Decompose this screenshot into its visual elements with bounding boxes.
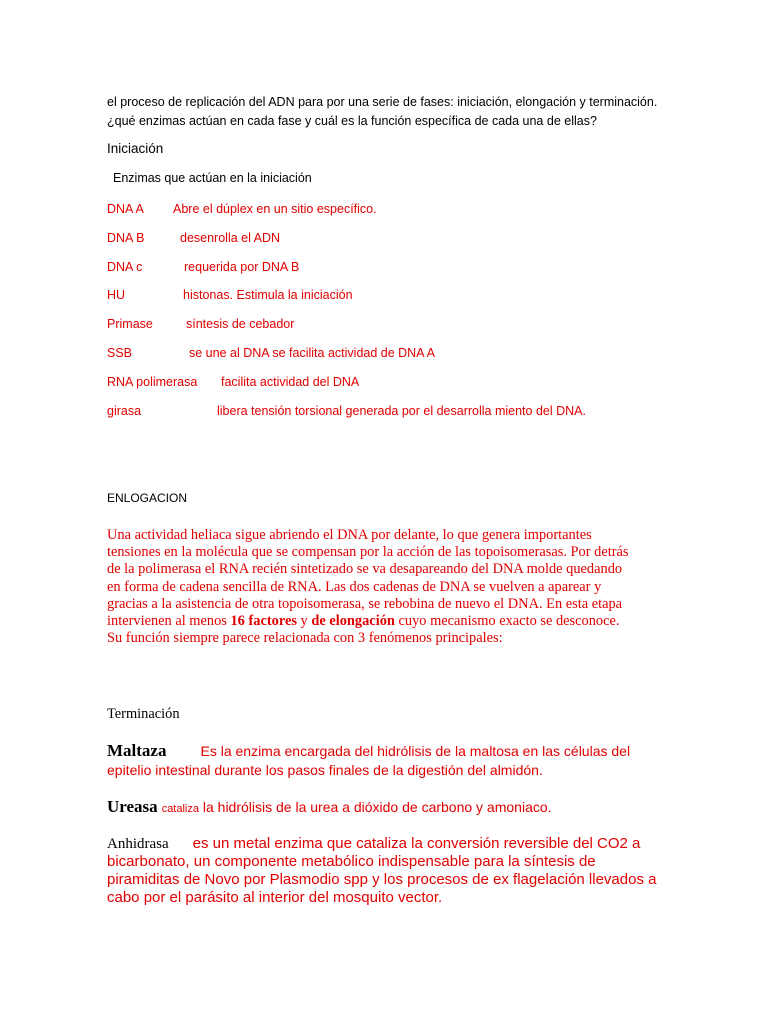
term-desc: la hidrólisis de la urea a dióxido de carbono y amoniaco. [198, 799, 552, 815]
term-desc: Es la enzima encargada del hidrólisis de la maltosa en las células del [200, 743, 631, 759]
section-heading-elongacion: ENLOGACION [107, 491, 188, 505]
enzyme-name: RNA polimerasa [107, 375, 198, 389]
enzyme-desc: desenrolla el ADN [180, 231, 281, 245]
paragraph-line: gracias a la asistencia de otra topoisomerasa, se rebobina de nuevo el DNA. En esta etapa [107, 595, 623, 612]
term-desc: piramiditas de Novo por Plasmodio spp y los procesos de ex flagelación llevados a [107, 871, 657, 888]
intro-question [107, 93, 657, 131]
term-name: Maltaza [107, 741, 167, 760]
enzyme-name: Primase [107, 317, 153, 331]
line6-post: cuyo mecanismo exacto se desconoce. [394, 613, 620, 630]
line6-pre: intervienen al menos [107, 613, 231, 630]
enzyme-desc: se une al DNA se facilita actividad de DNA A [189, 346, 435, 360]
line6-mid: y [296, 613, 312, 630]
enzyme-desc: síntesis de cebador [186, 317, 295, 331]
paragraph-line: tensiones en la molécula que se compensan por la acción de las topoisomerasas. Por detrás [107, 544, 629, 561]
enzyme-desc: histonas. Estimula la iniciación [183, 288, 353, 302]
enzyme-name: DNA B [107, 231, 145, 245]
term-name: Ureasa [107, 797, 158, 816]
intro-line-2: ¿qué enzimas actúan en cada fase y cuál es la función específica de cada una de ellas? [107, 114, 597, 128]
section-heading-terminacion: Terminación [107, 706, 180, 722]
bold-elongacion: de elongación [311, 613, 395, 630]
paragraph-line: Su función siempre parece relacionada con 3 fenómenos principales: [107, 630, 503, 647]
bold-factores: 16 factores [230, 613, 297, 630]
intro-line-1: el proceso de replicación del ADN para por una serie de fases: iniciación, elongación y terminación. [107, 95, 658, 109]
term-desc: bicarbonato, un componente metabólico indispensable para la síntesis de [107, 853, 596, 870]
elongacion-paragraph [107, 527, 667, 647]
term-name: Anhidrasa [107, 836, 169, 852]
subheading-enzimas-iniciacion: Enzimas que actúan en la iniciación [113, 171, 312, 185]
paragraph-line: de la polimerasa el RNA recién sintetizado se va desapareando del DNA molde quedando [107, 561, 623, 578]
enzyme-name: DNA c [107, 260, 143, 274]
term-entry-maltaza [107, 742, 630, 779]
term-desc: epitelio intestinal durante los pasos finales de la digestión del almidón. [107, 762, 543, 778]
term-desc: es un metal enzima que cataliza la conversión reversible del CO2 a [192, 835, 641, 852]
term-entry-ureasa [107, 798, 552, 818]
paragraph-line: en forma de cadena sencilla de RNA. Las dos cadenas de DNA se vuelven a aparear y [107, 578, 602, 595]
term-desc-small: cataliza [161, 803, 199, 815]
enzyme-name: HU [107, 288, 126, 302]
paragraph-line [107, 613, 667, 630]
enzyme-desc: facilita actividad del DNA [221, 375, 360, 389]
enzyme-desc: Abre el dúplex en un sitio específico. [173, 202, 377, 216]
term-entry-anhidrasa [107, 835, 656, 907]
paragraph-line: Una actividad heliaca sigue abriendo el DNA por delante, lo que genera importantes [107, 527, 592, 543]
enzyme-name: girasa [107, 404, 142, 418]
enzyme-desc: requerida por DNA B [184, 260, 300, 274]
enzyme-name: DNA A [107, 202, 144, 216]
enzyme-desc: libera tensión torsional generada por el desarrolla miento del DNA. [217, 404, 586, 418]
term-desc: cabo por el parásito al interior del mosquito vector. [107, 889, 443, 906]
section-heading-iniciacion: Iniciación [107, 141, 164, 156]
enzyme-name: SSB [107, 346, 133, 360]
